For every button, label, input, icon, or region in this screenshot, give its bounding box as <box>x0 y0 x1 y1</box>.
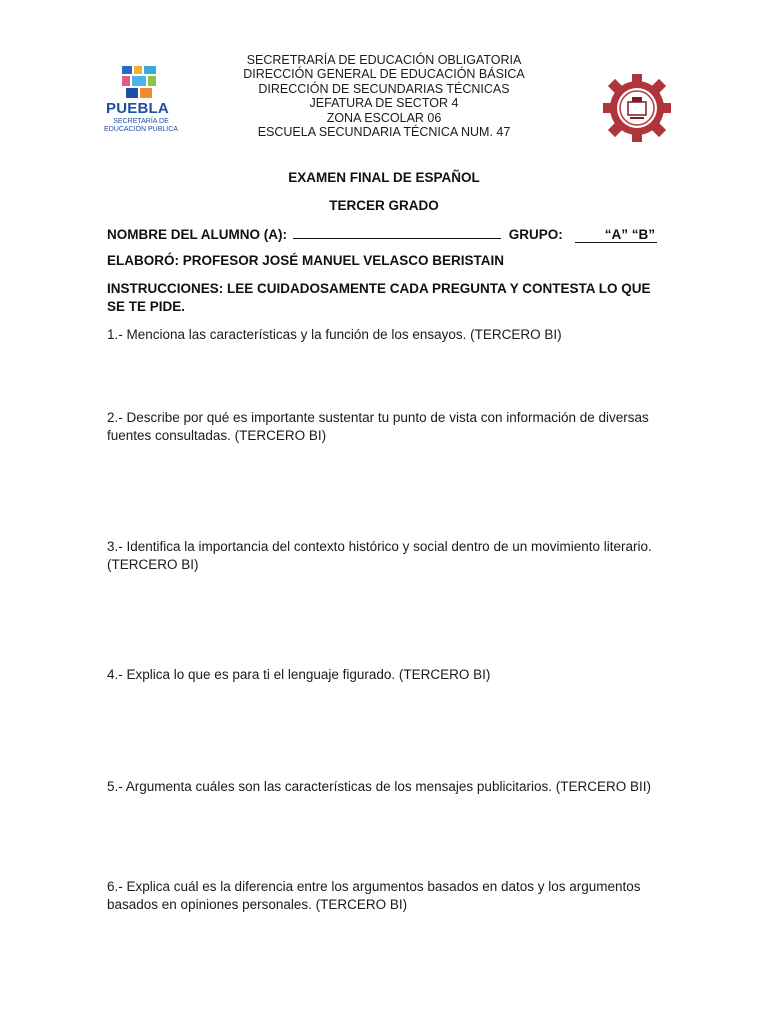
student-name-blank[interactable] <box>293 226 501 239</box>
school-seal-icon <box>600 72 674 144</box>
question-item: 6.- Explica cuál es la diferencia entre los argumentos basados en datos y los argumentos basados en opiniones personales. (TERCERO BI) <box>107 879 641 912</box>
question-item: 3.- Identifica la importancia del contexto histórico y social dentro de un movimiento literario. (TERCERO BI) <box>107 539 652 572</box>
group-value: “A” “B” <box>575 227 657 243</box>
instructions: INSTRUCCIONES: LEE CUIDADOSAMENTE CADA PREGUNTA Y CONTESTA LO QUE SE TE PIDE. <box>107 281 651 314</box>
question-item: 2.- Describe por qué es importante sustentar tu punto de vista con información de diversas fuentes consultadas. (TERCERO BI) <box>107 410 649 443</box>
header-line: DIRECCIÓN GENERAL DE EDUCACIÓN BÁSICA <box>243 67 525 82</box>
header-line: JEFATURA DE SECTOR 4 <box>309 96 459 111</box>
author-line: ELABORÓ: PROFESOR JOSÉ MANUEL VELASCO BERISTAIN <box>107 253 505 268</box>
group-label: GRUPO: <box>508 227 563 242</box>
puebla-tiles-icon <box>122 66 158 100</box>
question-item: 1.- Menciona las características y la función de los ensayos. (TERCERO BI) <box>107 327 562 342</box>
puebla-subtitle: SECRETARÍA DE EDUCACIÓN PÚBLICA <box>104 118 178 133</box>
exam-title: EXAMEN FINAL DE ESPAÑOL <box>288 170 480 185</box>
header-line: SECRETRARÍA DE EDUCACIÓN OBLIGATORIA <box>246 53 522 67</box>
header-institution-lines <box>200 53 568 139</box>
puebla-wordmark: PUEBLA <box>106 100 169 117</box>
header-line: ESCUELA SECUNDARIA TÉCNICA NUM. 47 <box>257 125 511 140</box>
question-item: 4.- Explica lo que es para ti el lenguaje figurado. (TERCERO BI) <box>107 667 491 682</box>
exam-grade: TERCER GRADO <box>329 198 439 213</box>
puebla-logo <box>96 64 186 136</box>
student-info-line <box>107 226 657 243</box>
student-name-label: NOMBRE DEL ALUMNO (A): <box>107 227 287 242</box>
header-line: DIRECCIÓN DE SECUNDARIAS TÉCNICAS <box>258 81 510 96</box>
header-line: ZONA ESCOLAR 06 <box>326 110 442 125</box>
question-item: 5.- Argumenta cuáles son las características de los mensajes publicitarios. (TERCERO BII) <box>107 779 651 794</box>
